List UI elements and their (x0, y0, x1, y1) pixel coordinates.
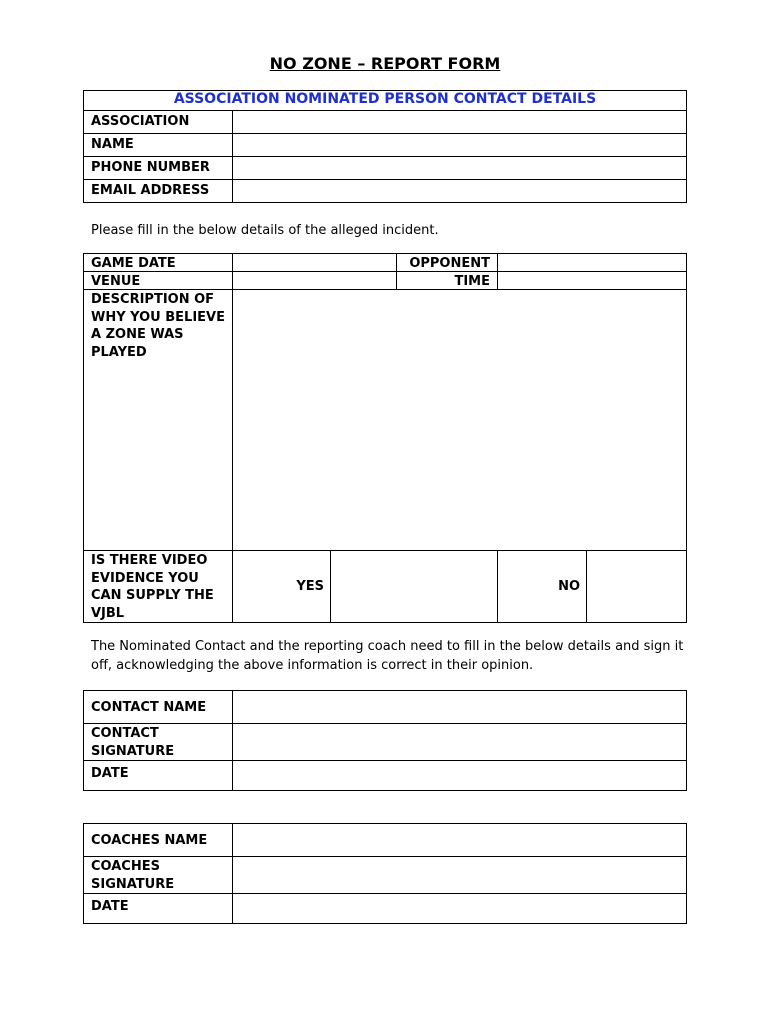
phone-number-label: PHONE NUMBER (84, 157, 233, 180)
time-label: TIME (397, 272, 498, 290)
no-checkbox-cell[interactable] (587, 551, 687, 623)
contact-date-field[interactable] (233, 761, 687, 791)
opponent-label: OPPONENT (397, 254, 498, 272)
coach-name-label: COACHES NAME (84, 824, 233, 857)
coach-name-field[interactable] (233, 824, 687, 857)
contact-name-label: CONTACT NAME (84, 691, 233, 724)
video-evidence-label: IS THERE VIDEO EVIDENCE YOU CAN SUPPLY THE VJBL (84, 551, 233, 623)
contact-details-table (83, 90, 687, 203)
no-label: NO (498, 551, 587, 623)
venue-field[interactable] (233, 272, 397, 290)
venue-label: VENUE (84, 272, 233, 290)
contact-signoff-table (83, 690, 687, 791)
name-label: NAME (84, 134, 233, 157)
coach-signature-label: COACHES SIGNATURE (84, 857, 233, 894)
yes-checkbox-cell[interactable] (331, 551, 498, 623)
coach-signoff-table (83, 823, 687, 924)
email-address-field[interactable] (233, 180, 687, 203)
coach-signature-field[interactable] (233, 857, 687, 894)
time-field[interactable] (498, 272, 687, 290)
contact-signature-field[interactable] (233, 724, 687, 761)
incident-instruction: Please fill in the below details of the alleged incident. (91, 223, 439, 238)
opponent-field[interactable] (498, 254, 687, 272)
contact-name-field[interactable] (233, 691, 687, 724)
contact-signature-label: CONTACT SIGNATURE (84, 724, 233, 761)
yes-label: YES (233, 551, 331, 623)
name-field[interactable] (233, 134, 687, 157)
description-label: DESCRIPTION OF WHY YOU BELIEVE A ZONE WAS PLAYED (84, 290, 233, 551)
association-field[interactable] (233, 111, 687, 134)
description-field[interactable] (233, 290, 687, 551)
phone-number-field[interactable] (233, 157, 687, 180)
incident-table (83, 253, 687, 623)
coach-date-label: DATE (84, 894, 233, 924)
signoff-instruction: The Nominated Contact and the reporting coach need to fill in the below details and sign it off, acknowledging the above information is correct in their opinion. (91, 639, 684, 673)
association-label: ASSOCIATION (84, 111, 233, 134)
contact-details-header: ASSOCIATION NOMINATED PERSON CONTACT DETAILS (84, 91, 687, 111)
game-date-field[interactable] (233, 254, 397, 272)
coach-date-field[interactable] (233, 894, 687, 924)
form-title: NO ZONE – REPORT FORM (269, 54, 501, 73)
contact-date-label: DATE (84, 761, 233, 791)
game-date-label: GAME DATE (84, 254, 233, 272)
email-address-label: EMAIL ADDRESS (84, 180, 233, 203)
